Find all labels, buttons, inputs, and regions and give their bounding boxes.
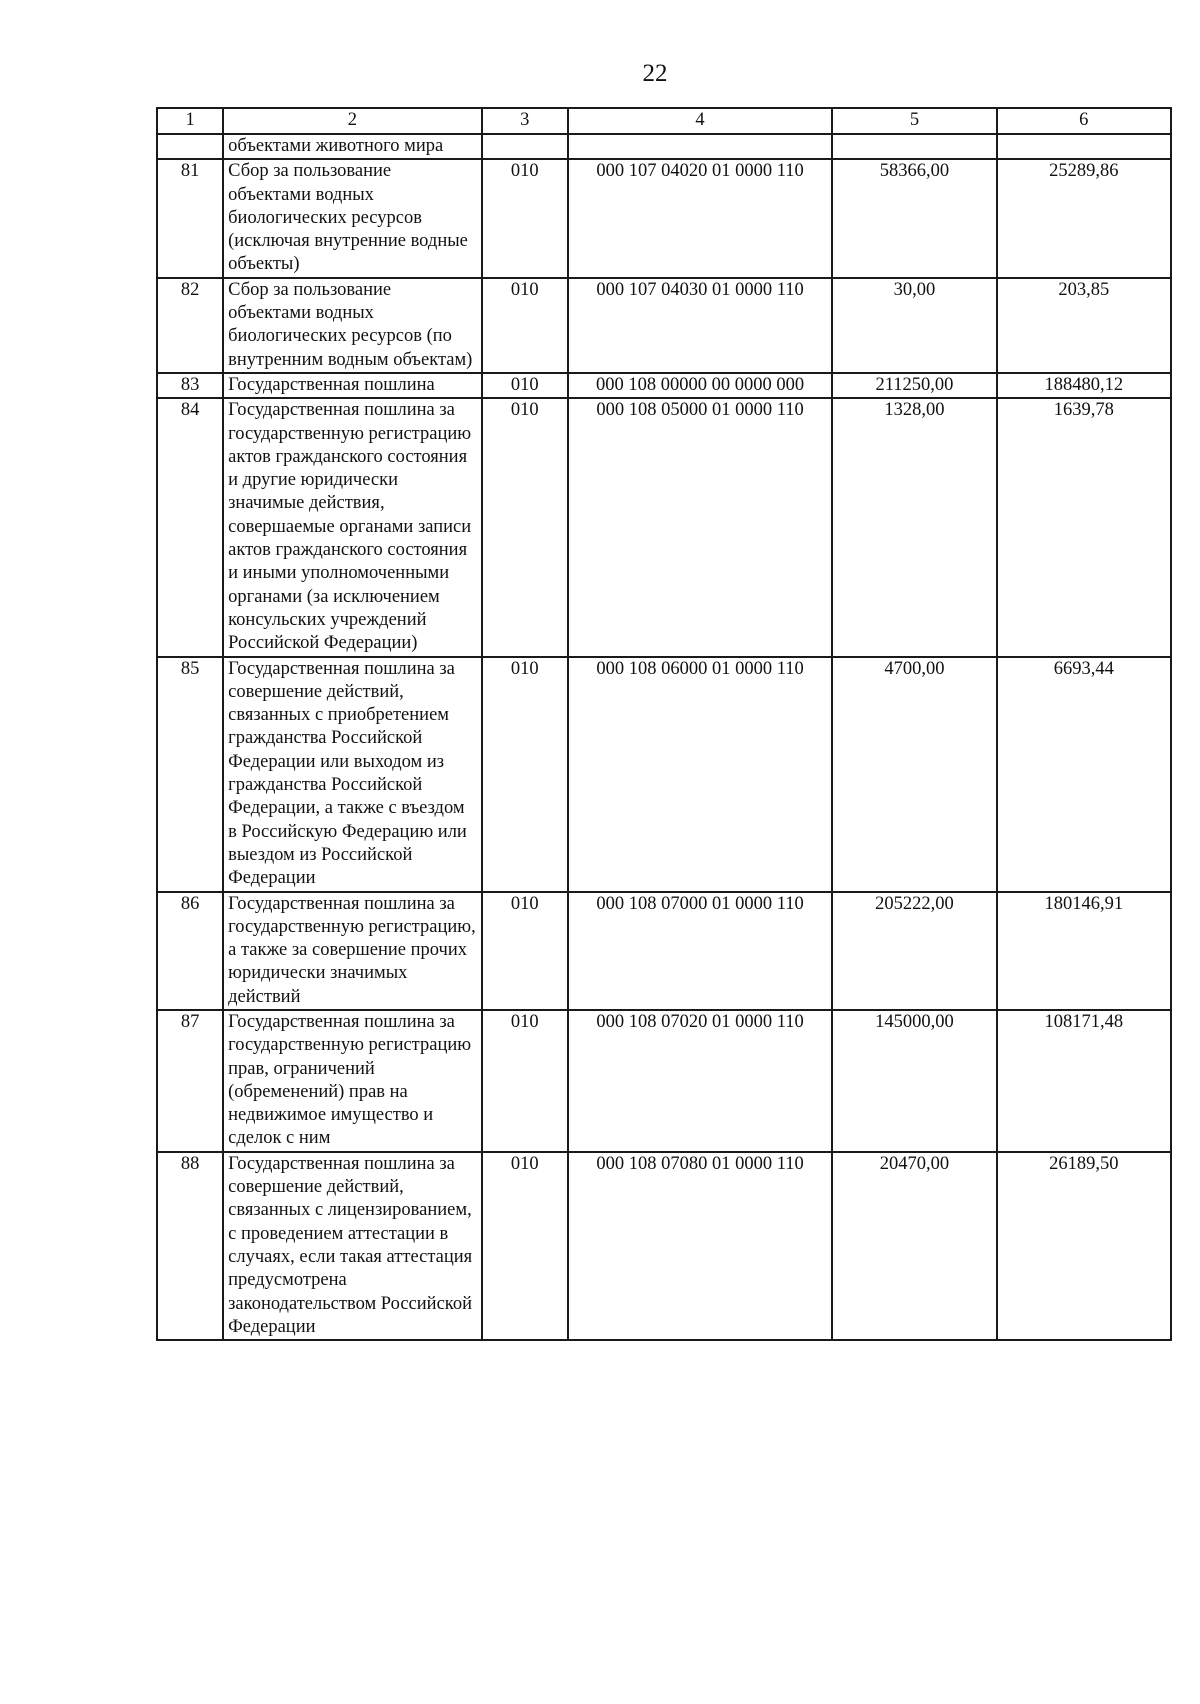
row-fact: 25289,86 bbox=[997, 159, 1171, 277]
row-name: Государственная пошлина за совершение действий, связанных с приобретением гражданства Российской Федерации или выходом из гражданства Российской Федерации, а также с въездом в Российскую Федерацию или выездом из Российской Федерации bbox=[223, 657, 482, 892]
row-plan: 211250,00 bbox=[832, 373, 996, 398]
row-number: 82 bbox=[157, 278, 223, 373]
row-name: Сбор за пользование объектами водных биологических ресурсов (по внутренним водным объектам) bbox=[223, 278, 482, 373]
row-administrator: 010 bbox=[482, 373, 568, 398]
row-code: 000 108 06000 01 0000 110 bbox=[568, 657, 833, 892]
row-plan: 58366,00 bbox=[832, 159, 996, 277]
row-number: 86 bbox=[157, 892, 223, 1010]
table-header-row bbox=[157, 108, 1171, 134]
row-number: 84 bbox=[157, 398, 223, 656]
row-number: 88 bbox=[157, 1152, 223, 1340]
row-administrator: 010 bbox=[482, 657, 568, 892]
column-header: 6 bbox=[997, 108, 1171, 134]
column-header: 2 bbox=[223, 108, 482, 134]
row-administrator: 010 bbox=[482, 1010, 568, 1152]
row-plan: 30,00 bbox=[832, 278, 996, 373]
row-name: Государственная пошлина за государственную регистрацию, а также за совершение прочих юридически значимых действий bbox=[223, 892, 482, 1010]
row-fact: 108171,48 bbox=[997, 1010, 1171, 1152]
row-name: Государственная пошлина за государственную регистрацию прав, ограничений (обременений) прав на недвижимое имущество и сделок с ним bbox=[223, 1010, 482, 1152]
column-header: 3 bbox=[482, 108, 568, 134]
table-row bbox=[157, 159, 1171, 277]
row-name: объектами животного мира bbox=[223, 134, 482, 159]
column-header: 5 bbox=[832, 108, 996, 134]
row-plan: 145000,00 bbox=[832, 1010, 996, 1152]
table-row bbox=[157, 278, 1171, 373]
row-name: Государственная пошлина bbox=[223, 373, 482, 398]
row-code bbox=[568, 134, 833, 159]
row-number: 81 bbox=[157, 159, 223, 277]
row-number bbox=[157, 134, 223, 159]
page-number: 22 bbox=[642, 60, 668, 87]
row-code: 000 108 07020 01 0000 110 bbox=[568, 1010, 833, 1152]
row-administrator bbox=[482, 134, 568, 159]
row-administrator: 010 bbox=[482, 398, 568, 656]
row-number: 85 bbox=[157, 657, 223, 892]
row-fact: 180146,91 bbox=[997, 892, 1171, 1010]
row-name: Государственная пошлина за государственную регистрацию актов гражданского состояния и другие юридически значимые действия, совершаемые органами записи актов гражданского состояния и иными уполномоченными органами (за исключением консульских учреждений Российской Федерации) bbox=[223, 398, 482, 656]
row-plan: 1328,00 bbox=[832, 398, 996, 656]
row-administrator: 010 bbox=[482, 278, 568, 373]
row-name: Сбор за пользование объектами водных биологических ресурсов (исключая внутренние водные объекты) bbox=[223, 159, 482, 277]
row-plan: 20470,00 bbox=[832, 1152, 996, 1340]
row-plan: 4700,00 bbox=[832, 657, 996, 892]
revenue-table bbox=[156, 107, 1172, 1341]
row-administrator: 010 bbox=[482, 159, 568, 277]
table-row bbox=[157, 373, 1171, 398]
row-code: 000 107 04020 01 0000 110 bbox=[568, 159, 833, 277]
row-administrator: 010 bbox=[482, 892, 568, 1010]
column-header: 1 bbox=[157, 108, 223, 134]
table-row bbox=[157, 892, 1171, 1010]
table-row bbox=[157, 1152, 1171, 1340]
table-row bbox=[157, 657, 1171, 892]
row-code: 000 108 07000 01 0000 110 bbox=[568, 892, 833, 1010]
row-name: Государственная пошлина за совершение действий, связанных с лицензированием, с проведением аттестации в случаях, если такая аттестация предусмотрена законодательством Российской Федерации bbox=[223, 1152, 482, 1340]
row-fact: 1639,78 bbox=[997, 398, 1171, 656]
table-row bbox=[157, 1010, 1171, 1152]
row-code: 000 108 05000 01 0000 110 bbox=[568, 398, 833, 656]
row-code: 000 108 00000 00 0000 000 bbox=[568, 373, 833, 398]
row-plan bbox=[832, 134, 996, 159]
row-fact: 26189,50 bbox=[997, 1152, 1171, 1340]
row-administrator: 010 bbox=[482, 1152, 568, 1340]
row-number: 83 bbox=[157, 373, 223, 398]
row-code: 000 107 04030 01 0000 110 bbox=[568, 278, 833, 373]
row-fact: 188480,12 bbox=[997, 373, 1171, 398]
column-header: 4 bbox=[568, 108, 833, 134]
row-fact bbox=[997, 134, 1171, 159]
row-fact: 6693,44 bbox=[997, 657, 1171, 892]
row-code: 000 108 07080 01 0000 110 bbox=[568, 1152, 833, 1340]
table-row bbox=[157, 398, 1171, 656]
row-number: 87 bbox=[157, 1010, 223, 1152]
table-row bbox=[157, 134, 1171, 159]
row-plan: 205222,00 bbox=[832, 892, 996, 1010]
row-fact: 203,85 bbox=[997, 278, 1171, 373]
